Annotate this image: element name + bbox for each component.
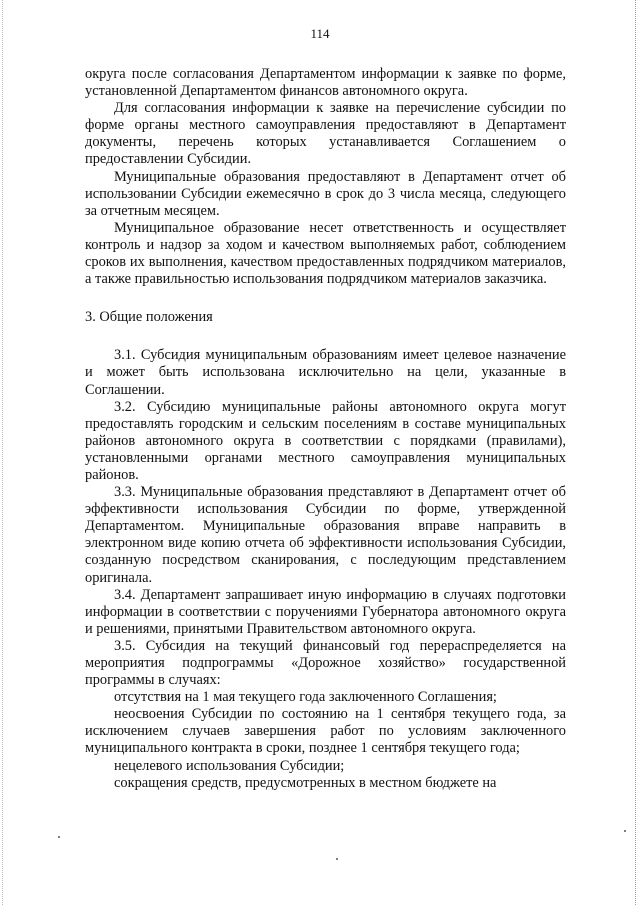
paragraph: Муниципальное образование несет ответственность и осуществляет контроль и надзор за ходом и качеством выполняемых работ, соблюдением сроков их выполнения, качеством предоставленных подрядчиком материалов, а также правильностью использования подрядчиком материалов заказчика. <box>85 219 566 288</box>
scan-speck <box>58 836 60 838</box>
left-margin-line <box>2 0 3 905</box>
clause-3-5: 3.5. Субсидия на текущий финансовый год перераспределяется на мероприятия подпрограммы «Дорожное хозяйство» государственной программы в случаях: <box>85 637 566 689</box>
section-heading: 3. Общие положения <box>85 309 213 326</box>
paragraph: Для согласования информации к заявке на перечисление субсидии по форме органы местного самоуправления предоставляют в Департамент документы, перечень которых устанавливается Соглашением о предоставлении Субсидии. <box>85 100 566 168</box>
list-item: отсутствия на 1 мая текущего года заключенного Соглашения; <box>114 689 497 706</box>
right-margin-line <box>635 0 636 905</box>
clause-3-1: 3.1. Субсидия муниципальным образованиям имеет целевое назначение и может быть использована исключительно на цели, указанные в Соглашении. <box>85 347 566 398</box>
scan-speck <box>336 858 338 860</box>
clause-3-4: 3.4. Департамент запрашивает иную информацию в случаях подготовки информации в соответствии с поручениями Губернатора автономного округа и решениями, принятыми Правительством автономного округа. <box>85 586 566 637</box>
scan-speck <box>624 830 626 832</box>
document-body <box>85 66 566 792</box>
list-item: неосвоения Субсидии по состоянию на 1 сентября текущего года, за исключением случаев завершения работ по условиям заключенного муниципального контракта в сроки, позднее 1 сентября текущего года; <box>85 706 566 757</box>
paragraph: Муниципальные образования предоставляют в Департамент отчет об использовании Субсидии ежемесячно в срок до 3 числа месяца, следующего за отчетным месяцем. <box>85 168 566 219</box>
clause-3-3: 3.3. Муниципальные образования представляют в Департамент отчет об эффективности использования Субсидии по форме, утвержденной Департаментом. Муниципальные образования вправе направить в электронном виде копию отчета об эффективности использования Субсидии, созданную посредством сканирования, с последующим представлением оригинала. <box>85 484 566 586</box>
page-number: 114 <box>310 26 330 41</box>
list-item: нецелевого использования Субсидии; <box>114 757 345 774</box>
list-item: сокращения средств, предусмотренных в местном бюджете на <box>114 774 497 791</box>
paragraph-continuation: округа после согласования Департаментом информации к заявке по форме, установленной Департаментом финансов автономного округа. <box>85 66 566 100</box>
clause-3-2: 3.2. Субсидию муниципальные районы автономного округа могут предоставлять городским и сельским поселениям в составе муниципальных районов автономного округа в соответствии с порядками (правилами), установленными органами местного самоуправления муниципальных районов. <box>85 398 566 483</box>
